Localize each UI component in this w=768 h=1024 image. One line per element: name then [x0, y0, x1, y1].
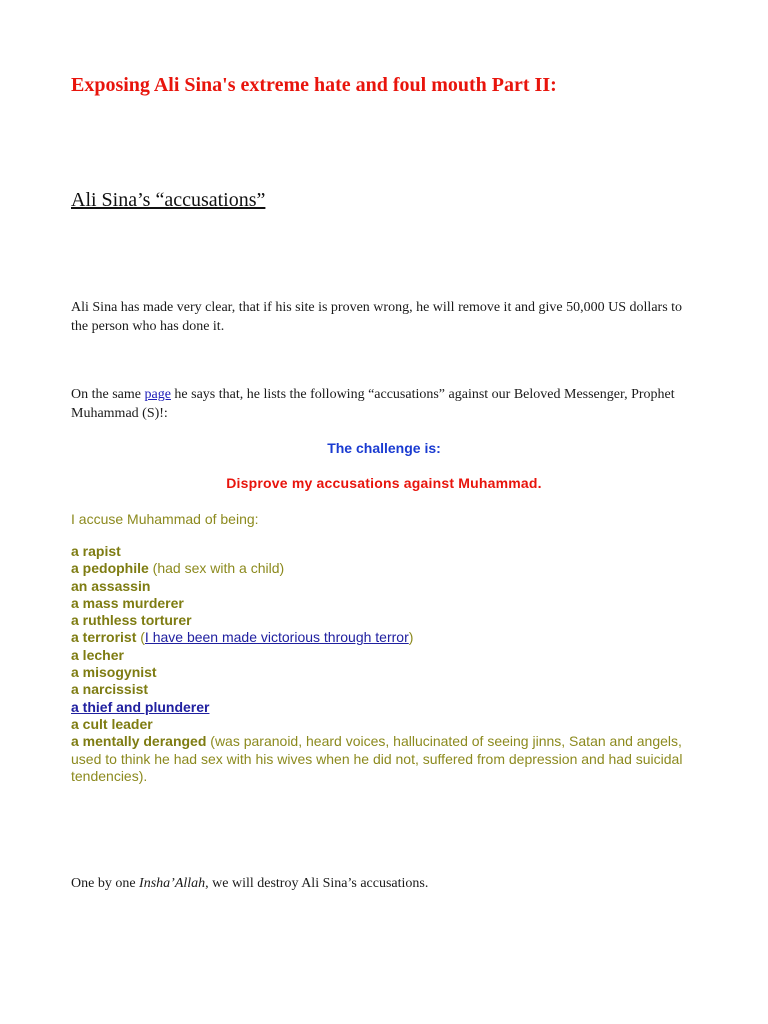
accusation-item [71, 543, 691, 560]
paragraph-text-before-link: On the same [71, 387, 145, 402]
accusation-term: a lecher [71, 646, 124, 663]
disprove-heading: Disprove my accusations against Muhammad. [226, 475, 542, 491]
accusation-note-open: ( [136, 629, 145, 646]
accusation-term: a thief and plunderer [71, 698, 210, 715]
accusation-item [71, 612, 691, 629]
accusation-item [71, 595, 691, 612]
accusation-list [71, 543, 691, 785]
accusation-term: a mentally deranged [71, 733, 207, 750]
paragraph-page-reference [71, 385, 691, 423]
accusation-term: a misogynist [71, 664, 157, 681]
accusation-term: an assassin [71, 577, 151, 594]
accusation-item [71, 647, 691, 664]
page-link[interactable]: page [144, 387, 171, 402]
accusation-item [71, 716, 691, 733]
accusation-note: (had sex with a child) [148, 560, 285, 577]
closing-text-before: One by one [71, 876, 140, 891]
accusation-term: a mass murderer [71, 594, 184, 611]
accusation-item [71, 681, 691, 698]
accusation-item [71, 733, 691, 785]
paragraph-text-after-link: he says that, he lists the following “accusations” against our Beloved Messenger, Prophet Muhammad (S)!: [71, 387, 675, 421]
closing-paragraph [71, 874, 691, 893]
accusation-note: (was paranoid, heard voices, hallucinated of seeing jinns, Satan and angels, used to think he had sex with his wives when he did not, suffered from depression and had suicidal tendencies). [71, 733, 683, 784]
accusation-item [71, 699, 691, 716]
accusation-item [71, 664, 691, 681]
terror-quote-link[interactable]: I have been made victorious through terror [144, 629, 409, 646]
accusation-term: a ruthless torturer [71, 612, 192, 629]
accusation-term: a rapist [71, 543, 121, 559]
accusation-term: a narcissist [71, 681, 149, 698]
accusation-term: a cult leader [71, 715, 153, 732]
challenge-heading: The challenge is: [327, 440, 441, 456]
thief-and-plunderer-link[interactable] [71, 699, 209, 715]
accusation-item [71, 629, 691, 646]
accusation-item [71, 578, 691, 595]
accusation-term: a terrorist [71, 629, 137, 646]
accusation-term: a pedophile [71, 560, 149, 577]
paragraph-offer: Ali Sina has made very clear, that if his site is proven wrong, he will remove it and give 50,000 US dollars to the person who has done it. [71, 300, 683, 334]
closing-italic: Insha’Allah [139, 876, 206, 891]
section-heading: Ali Sina’s “accusations” [71, 189, 266, 211]
page-title: Exposing Ali Sina's extreme hate and foul mouth Part II: [71, 74, 557, 96]
accusation-note-close: ) [408, 629, 414, 646]
accuse-intro: I accuse Muhammad of being: [71, 511, 259, 527]
closing-text-after: , we will destroy Ali Sina’s accusations. [205, 876, 429, 891]
accusation-item [71, 560, 691, 577]
